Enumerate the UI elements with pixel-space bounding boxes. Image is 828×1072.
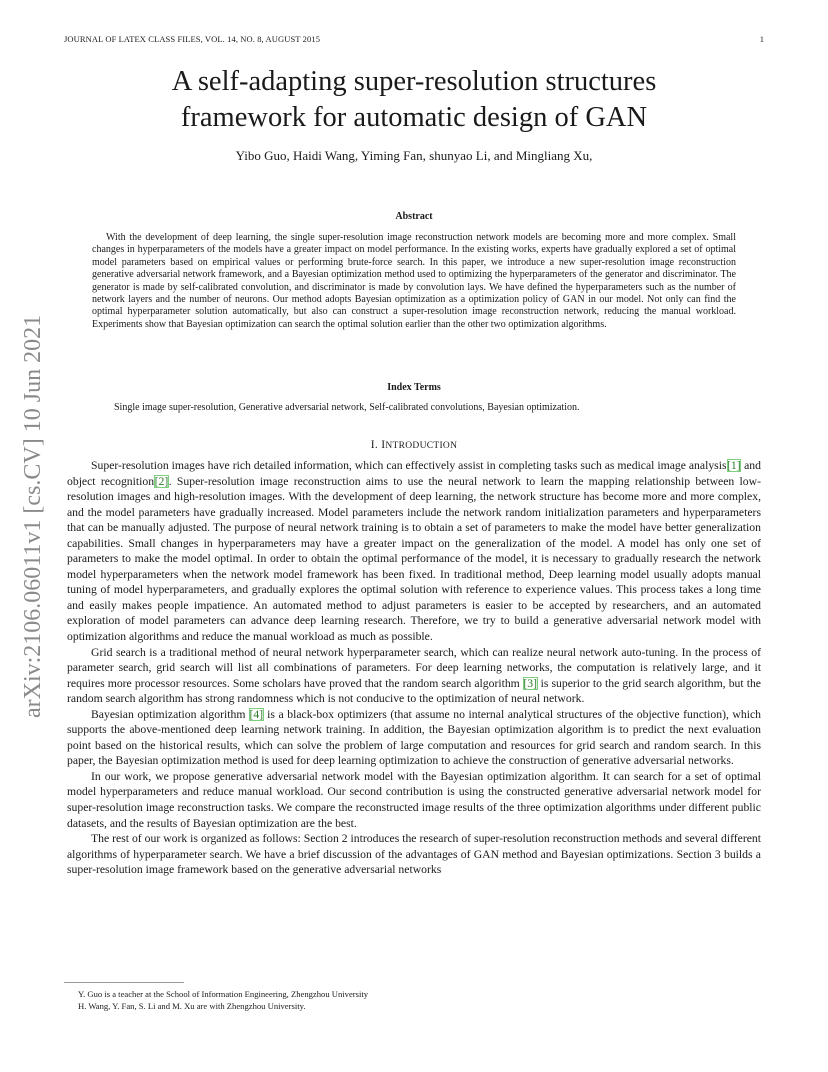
paragraph-1	[67, 458, 761, 645]
paragraph-4: In our work, we propose generative adversarial network model with the Bayesian optimization algorithm. It can search for a set of optimal model hyperparameters and reduce manual workload. Our second contribution is using the constructed generative adversarial network model for super-resolution image reconstruction tasks. We compare the reconstructed image results of the three optimization algorithms under different public datasets, and the results of Bayesian optimization are the best.	[67, 769, 761, 830]
paragraph-2	[67, 645, 761, 707]
section-heading-introduction	[64, 439, 764, 451]
index-terms-text: Single image super-resolution, Generative adversarial network, Self-calibrated convolutions, Bayesian optimization.	[114, 402, 580, 413]
page-number: 1	[759, 34, 764, 44]
section-title: NTRODUCTION	[385, 441, 458, 451]
paragraph-text: . Super-resolution image reconstruction aims to use the neural network to learn the mapping relationship between low-resolution images and high-resolution images. With the development of deep learning, the network structure has become more and more complex, and the model parameters have gradually increased. Model parameters include the network random initialization parameters and hyperparameters that can be manually adjusted. The purpose of neural network training is to obtain a set of parameters to make the model have better generalization capabilities. Small changes in hyperparameters may have a greater impact on the generalization of the model. A model has only one set of parameters to make the model optimal. In order to obtain the optimal performance of the model, it is necessary to gradually research the network model hyperparameters when the network model framework has been fixed. In traditional method, Deep learning model usually adopts manual tuning of model hyperparameters, and gradually explores the optimal solution with reference to experience values. This process takes a long time and easily makes people impatience. An automated method to adjust parameters is easier to be accepted by researchers, and an automated exploration of model parameters can advance deep learning research. Therefore, we try to build a generative adversarial network model with optimization algorithms and reduce the manual workload as much as possible.	[67, 474, 761, 644]
paragraph-text: is a black-box optimizers (that assume no internal analytical structures of the objective function), which supports the above-mentioned deep learning network training. In addition, the Bayesian optimization algorithm is to predict the next evaluation point based on the historical results, which can solve the problem of large computation and resources for grid search and random search. In this paper, the Bayesian optimization method is used for deep learning optimization to achieve the construction of generative adversarial networks.	[67, 707, 761, 768]
abstract-text: With the development of deep learning, the single super-resolution image reconstruction network models are becoming more and more complex. Small changes in hyperparameters of the models have a greater impact on model performance. In the existing works, experts have gradually explored a set of optimal model parameters based on empirical values or performing brute-force search. In this paper, we introduce a new super-resolution image reconstruction generative adversarial network framework, and a Bayesian optimization method used to optimizing the hyperparameters of the generator and discriminator. The generator is made by self-calibrated convolution, and discriminator is made by convolution lays. We have defined the hyperparameters such as the number of network layers and the number of neurons. Our method adopts Bayesian optimization as a optimization policy of GAN in our model. Not only can find the optimal hyperparameter solution automatically, but also can construct a super-resolution image reconstruction network, reducing the manual workload. Experiments show that Bayesian optimization can search the optimal solution earlier than the other two optimization algorithms.	[92, 232, 736, 330]
citation-link[interactable]: [4]	[249, 707, 264, 721]
footnote-rule	[64, 982, 184, 983]
paragraph-3	[67, 707, 761, 769]
body-text	[67, 458, 761, 878]
footnote: Y. Guo is a teacher at the School of Information Engineering, Zhengzhou University	[78, 989, 369, 999]
author-list: Yibo Guo, Haidi Wang, Yiming Fan, shunyao Li, and Mingliang Xu,	[235, 148, 593, 163]
section-number: I. I	[370, 439, 386, 451]
running-header: JOURNAL OF LATEX CLASS FILES, VOL. 14, NO. 8, AUGUST 2015	[64, 34, 321, 44]
paragraph-text: Super-resolution images have rich detailed information, which can effectively assist in completing tasks such as medical image analysis	[91, 459, 727, 472]
citation-link[interactable]: [1]	[727, 459, 741, 472]
footnotes	[64, 988, 764, 1012]
paper-title	[64, 64, 764, 136]
paragraph-text: is superior to the grid search algorithm, but the random search algorithm has strong randomness which is not conducive to the optimization of neural network.	[67, 676, 761, 706]
arxiv-identifier: arXiv:2106.06011v1 [cs.CV] 10 Jun 2021	[20, 314, 46, 718]
paragraph-text: Bayesian optimization algorithm	[91, 707, 249, 721]
title-line-2: framework for automatic design of GAN	[180, 102, 648, 133]
footnote: H. Wang, Y. Fan, S. Li and M. Xu are with Zhengzhou University.	[78, 1001, 306, 1011]
paragraph-text: Grid search is a traditional method of neural network hyperparameter search, which can realize neural network auto-tuning. In the process of parameter search, grid search will list all combinations of parameters. For deep learning networks, the computation is relatively large, and it requires more processor resources. Some scholars have proved that the random search algorithm	[67, 645, 761, 690]
citation-link[interactable]: [3]	[523, 676, 537, 690]
citation-link[interactable]: [2]	[154, 474, 169, 488]
index-terms-heading: Index Terms	[387, 382, 441, 393]
abstract-heading: Abstract	[395, 211, 433, 222]
paragraph-5: The rest of our work is organized as follows: Section 2 introduces the research of super-resolution reconstruction methods and several different algorithms of hyperparameter search. We have a brief discussion of the advantages of GAN method and Bayesian optimizations. Section 3 builds a super-resolution image framework based on the generative adversarial networks	[67, 832, 761, 877]
paragraph-text: and object recognition	[67, 459, 761, 488]
title-line-1: A self-adapting super-resolution structures	[171, 66, 657, 97]
